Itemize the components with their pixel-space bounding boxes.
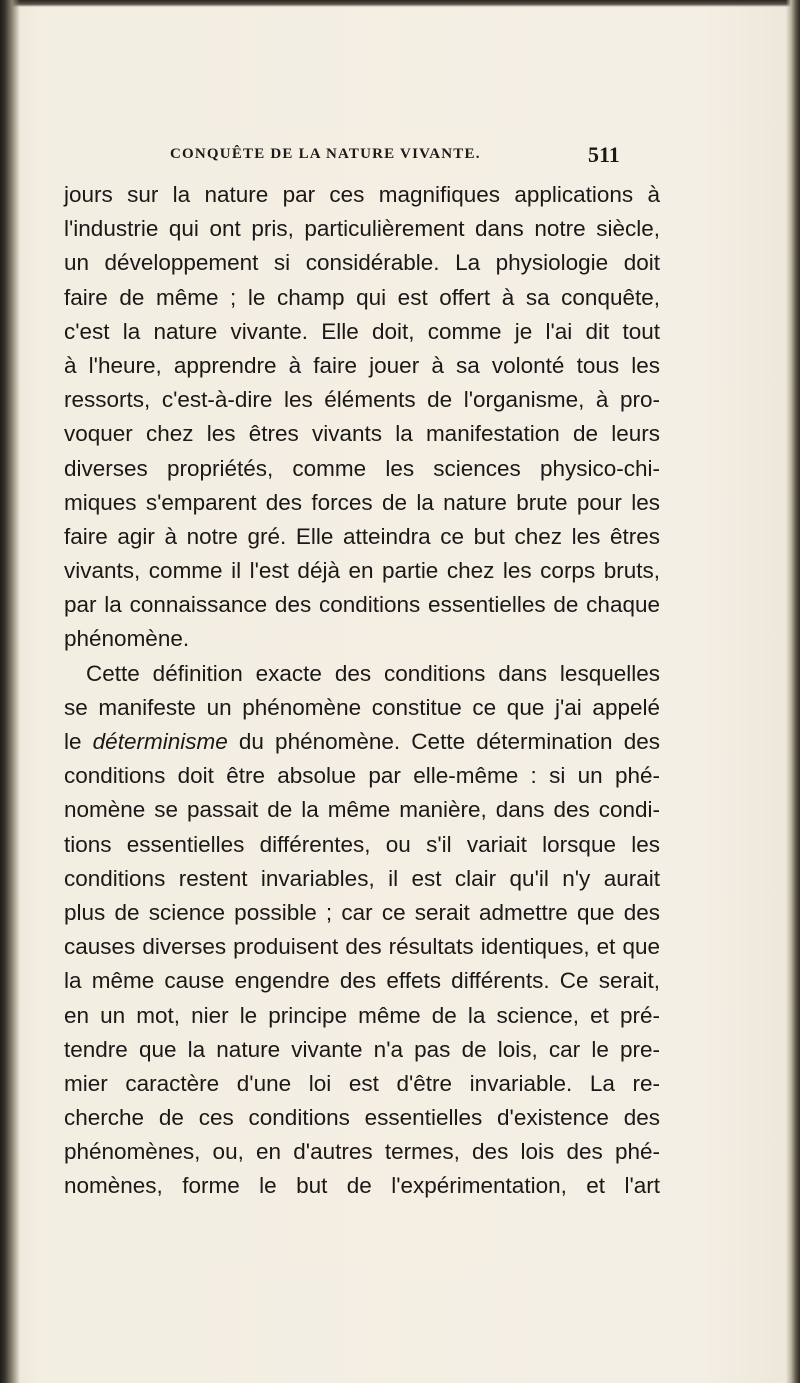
page-number: 511: [588, 142, 620, 167]
text-line: causes diverses produisent des résultats identiques, et que: [64, 934, 660, 960]
text-line: nomènes, forme le but de l'expérimentation, et l'art: [64, 1173, 660, 1199]
running-head: CONQUÊTE DE LA NATURE VIVANTE.: [170, 146, 481, 162]
text-line: vivants, comme il l'est déjà en partie chez les corps bruts,: [64, 558, 660, 584]
text-line: à l'heure, apprendre à faire jouer à sa volonté tous les: [64, 352, 660, 378]
text-line: tendre que la nature vivante n'a pas de lois, car le pre-: [64, 1036, 660, 1062]
text-line: par la connaissance des conditions essentielles de chaque: [64, 592, 660, 618]
body-text: [64, 178, 660, 1204]
text-line: mier caractère d'une loi est d'être invariable. La re-: [64, 1070, 660, 1096]
text-line: c'est la nature vivante. Elle doit, comme je l'ai dit tout: [64, 318, 660, 344]
text-fragment: du phénomène. Cette détermination des: [227, 729, 660, 754]
text-line: se manifeste un phénomène constitue ce que j'ai appelé: [64, 694, 660, 720]
text-line: miques s'emparent des forces de la nature brute pour les: [64, 489, 660, 515]
text-line: Cette définition exacte des conditions dans lesquelles: [86, 660, 660, 686]
page-binding-right: [786, 0, 800, 1383]
text-line: conditions restent invariables, il est clair qu'il n'y aurait: [64, 865, 660, 891]
text-line: en un mot, nier le principe même de la science, et pré-: [64, 1002, 660, 1028]
paragraph-1: [64, 178, 660, 657]
text-line: conditions doit être absolue par elle-même : si un phé-: [64, 763, 660, 789]
text-line: l'industrie qui ont pris, particulièrement dans notre siècle,: [64, 216, 660, 242]
text-line: plus de science possible ; car ce serait admettre que des: [64, 899, 660, 925]
text-line-with-emphasis: [64, 725, 660, 759]
text-fragment: le: [64, 729, 93, 754]
paragraph-2: [64, 657, 660, 1204]
text-line: nomène se passait de la même manière, dans des condi-: [64, 797, 660, 823]
text-line: faire de même ; le champ qui est offert à sa conquête,: [64, 284, 660, 310]
text-line: phénomène.: [64, 626, 190, 652]
text-line: tions essentielles différentes, ou s'il variait lorsque les: [64, 831, 660, 857]
emphasis-term: déterminisme: [92, 729, 228, 754]
text-line: cherche de ces conditions essentielles d'existence des: [64, 1105, 660, 1131]
text-line: faire agir à notre gré. Elle atteindra ce but chez les êtres: [64, 523, 660, 549]
page-top-edge: [0, 0, 800, 7]
page-binding-left: [0, 0, 20, 1383]
text-line: ressorts, c'est-à-dire les éléments de l'organisme, à pro-: [64, 387, 660, 413]
text-line: phénomènes, ou, en d'autres termes, des lois des phé-: [64, 1139, 660, 1165]
text-line: diverses propriétés, comme les sciences physico-chi-: [64, 455, 660, 481]
text-line: un développement si considérable. La physiologie doit: [64, 250, 660, 276]
text-line: la même cause engendre des effets différents. Ce serait,: [64, 968, 660, 994]
page-header: [170, 142, 670, 172]
text-line: jours sur la nature par ces magnifiques applications à: [64, 182, 660, 207]
text-line: voquer chez les êtres vivants la manifestation de leurs: [64, 421, 660, 447]
